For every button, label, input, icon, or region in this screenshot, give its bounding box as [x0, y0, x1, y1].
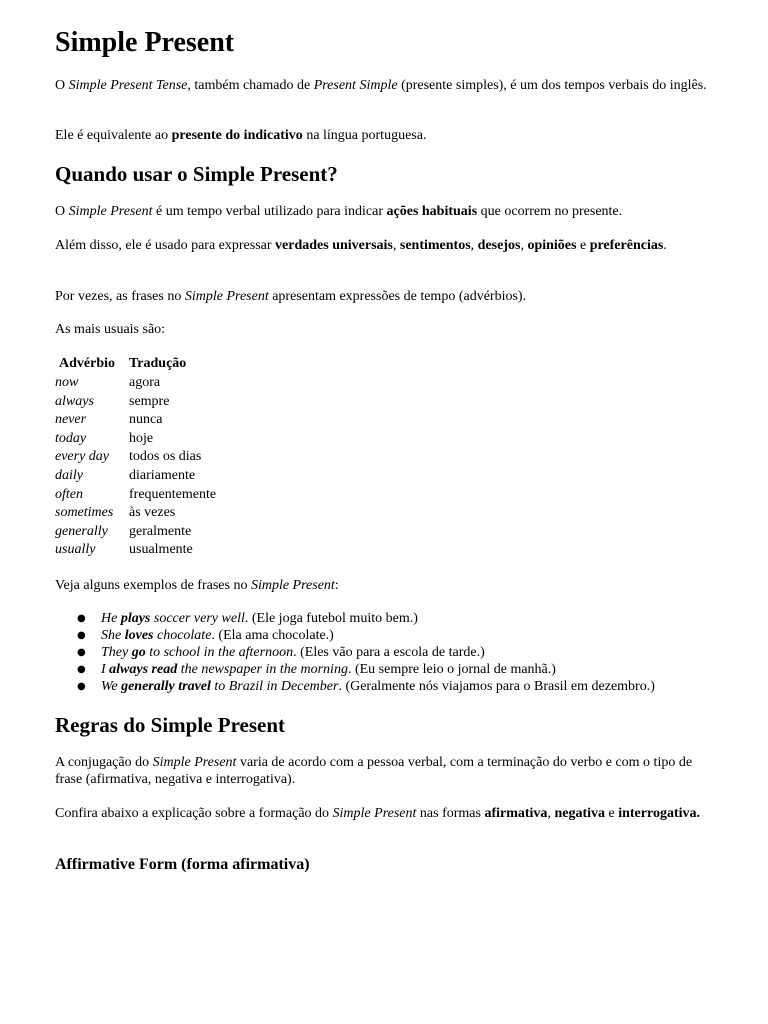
example-text: to school in the afternoon	[145, 645, 294, 660]
term-preferencias: preferências	[589, 238, 664, 253]
example-text: They	[101, 645, 132, 660]
adverb-cell: sometimes	[55, 505, 114, 521]
translation-cell: hoje	[129, 430, 154, 446]
example-translation: . (Geralmente nós viajamos para o Brasil em dezembro.)	[338, 679, 655, 694]
table-row	[55, 430, 216, 449]
term-opinioes: opiniões	[527, 238, 577, 253]
intro-paragraph-2	[55, 127, 720, 144]
examples-list	[55, 610, 755, 695]
example-verb: generally travel	[121, 679, 211, 694]
adverb-cell: never	[55, 412, 87, 428]
adverb-cell: usually	[55, 542, 96, 558]
bullet-icon: ●	[77, 664, 86, 675]
term-simple-present: Simple Present	[152, 755, 237, 770]
term-simple-present: Simple Present	[250, 578, 335, 593]
list-item	[55, 644, 755, 661]
bullet-icon: ●	[77, 681, 86, 692]
intro-paragraph-1	[55, 77, 720, 94]
examples-intro	[55, 577, 720, 594]
list-item	[55, 678, 755, 695]
term-simple-present: Simple Present	[68, 204, 153, 219]
example-text: to Brazil in December	[210, 679, 339, 694]
example-verb: always read	[109, 662, 178, 677]
table-row	[55, 411, 216, 430]
text-run: :	[334, 578, 339, 593]
column-header-adverbio: Advérbio	[59, 356, 115, 371]
text-run: na língua portuguesa.	[302, 128, 427, 143]
example-text: soccer very well	[150, 611, 245, 626]
table-row	[55, 467, 216, 486]
example-text: I	[101, 662, 110, 677]
text-run: que ocorrem no presente.	[477, 204, 623, 219]
adverbs-table	[55, 355, 216, 560]
section-heading-when-to-use: Quando usar o Simple Present?	[55, 162, 338, 186]
list-item	[55, 627, 755, 644]
usage-paragraph-2	[55, 237, 720, 254]
translation-cell: todos os dias	[129, 449, 202, 465]
text-run: O	[55, 78, 69, 93]
translation-cell: nunca	[129, 412, 163, 428]
bullet-icon: ●	[77, 630, 86, 641]
example-verb: loves	[124, 628, 154, 643]
usage-paragraph-4: As mais usuais são:	[55, 322, 166, 337]
bullet-icon: ●	[77, 613, 86, 624]
table-row	[55, 541, 216, 560]
translation-cell: diariamente	[129, 467, 196, 483]
adverb-cell: often	[55, 486, 83, 502]
term-acoes-habituais: ações habituais	[386, 204, 478, 219]
bullet-icon: ●	[77, 647, 86, 658]
text-run: Veja alguns exemplos de frases no	[55, 578, 251, 593]
term-simple-present-tense: Simple Present Tense	[68, 78, 188, 93]
example-translation: . (Eles vão para a escola de tarde.)	[293, 645, 485, 660]
page-title: Simple Present	[55, 27, 235, 58]
adverb-cell: generally	[55, 523, 108, 539]
translation-cell: usualmente	[129, 542, 193, 558]
list-item	[55, 610, 755, 627]
example-text: the newspaper in the morning	[177, 662, 348, 677]
usage-paragraph-1	[55, 203, 720, 220]
example-text: She	[101, 628, 125, 643]
text-run: nas formas	[416, 806, 485, 821]
text-run: (presente simples), é um dos tempos verbais do inglês.	[397, 78, 707, 93]
text-run: apresentam expressões de tempo (advérbios).	[268, 289, 527, 304]
translation-cell: às vezes	[129, 505, 176, 521]
table-row	[55, 486, 216, 505]
text-run: ,	[547, 806, 555, 821]
text-run: é um tempo verbal utilizado para indicar	[152, 204, 387, 219]
text-run: ,	[470, 238, 478, 253]
table-header-row	[55, 355, 216, 374]
translation-cell: geralmente	[129, 523, 192, 539]
column-header-traducao: Tradução	[129, 356, 187, 371]
adverb-cell: daily	[55, 467, 83, 483]
adverb-cell: today	[55, 430, 87, 446]
section-heading-rules: Regras do Simple Present	[55, 713, 286, 737]
table-row	[55, 523, 216, 542]
term-presente-do-indicativo: presente do indicativo	[171, 128, 303, 143]
translation-cell: agora	[129, 375, 161, 390]
table-row	[55, 374, 216, 393]
term-verdades-universais: verdades universais	[275, 238, 393, 253]
rules-paragraph-1	[55, 754, 720, 788]
subheading-affirmative-form: Affirmative Form (forma afirmativa)	[55, 856, 310, 873]
adverb-cell: always	[55, 393, 94, 409]
text-run: e	[605, 806, 619, 821]
text-run: varia de acordo com a pessoa verbal, com a terminação do verbo e com o tipo de frase (afirmativa, negativa e interrogativa).	[55, 755, 693, 787]
example-translation: . (Ela ama chocolate.)	[211, 628, 334, 643]
term-desejos: desejos	[477, 238, 521, 253]
text-run: ,	[392, 238, 400, 253]
term-present-simple: Present Simple	[313, 78, 398, 93]
text-run: .	[663, 238, 667, 253]
text-run: Por vezes, as frases no	[55, 289, 185, 304]
term-simple-present: Simple Present	[184, 289, 269, 304]
text-run: Além disso, ele é usado para expressar	[55, 238, 276, 253]
text-run: Ele é equivalente ao	[55, 128, 172, 143]
adverb-cell: every day	[55, 449, 110, 465]
example-verb: plays	[120, 611, 151, 626]
example-translation: . (Eu sempre leio o jornal de manhã.)	[347, 662, 556, 677]
text-run: Confira abaixo a explicação sobre a formação do	[55, 806, 333, 821]
list-item	[55, 661, 755, 678]
rules-paragraph-2	[55, 805, 720, 822]
text-run: O	[55, 204, 69, 219]
term-afirmativa: afirmativa	[484, 806, 548, 821]
example-text: He	[101, 611, 121, 626]
usage-paragraph-3	[55, 288, 720, 305]
translation-cell: frequentemente	[129, 486, 217, 502]
term-simple-present: Simple Present	[332, 806, 417, 821]
term-negativa: negativa	[554, 806, 605, 821]
example-text: chocolate	[153, 628, 212, 643]
table-row	[55, 393, 216, 412]
translation-cell: sempre	[129, 393, 170, 409]
adverb-cell: now	[55, 375, 79, 390]
term-interrogativa: interrogativa.	[618, 806, 700, 821]
example-translation: . (Ele joga futebol muito bem.)	[244, 611, 418, 626]
text-run: , também chamado de	[187, 78, 314, 93]
table-row	[55, 448, 216, 467]
table-row	[55, 504, 216, 523]
example-text: We	[101, 679, 122, 694]
term-sentimentos: sentimentos	[399, 238, 471, 253]
example-verb: go	[131, 645, 146, 660]
text-run: ,	[520, 238, 528, 253]
text-run: A conjugação do	[55, 755, 153, 770]
text-run: e	[576, 238, 590, 253]
